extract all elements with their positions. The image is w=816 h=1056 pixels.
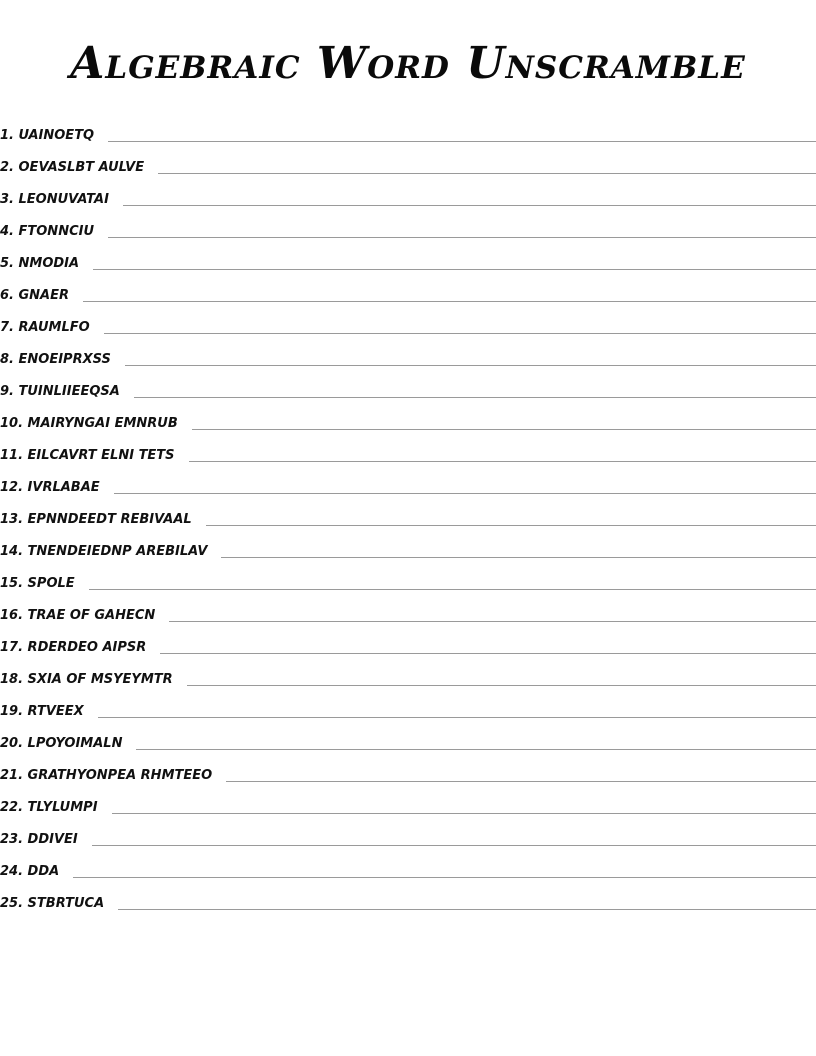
list-item bbox=[0, 560, 816, 592]
answer-line[interactable] bbox=[89, 588, 816, 590]
list-item bbox=[0, 496, 816, 528]
scrambled-word: 13. EPNNDEEDT REBIVAAL bbox=[0, 512, 192, 527]
list-item bbox=[0, 432, 816, 464]
scrambled-word: 12. IVRLABAE bbox=[0, 480, 100, 495]
list-item bbox=[0, 464, 816, 496]
scrambled-word: 1. UAINOETQ bbox=[0, 128, 95, 143]
list-item bbox=[0, 592, 816, 624]
scrambled-word: 8. ENOEIPRXSS bbox=[0, 352, 111, 367]
list-item bbox=[0, 752, 816, 784]
answer-line[interactable] bbox=[108, 236, 816, 238]
scrambled-word: 22. TLYLUMPI bbox=[0, 800, 98, 815]
scrambled-word: 20. LPOYOIMALN bbox=[0, 736, 123, 751]
answer-line[interactable] bbox=[189, 460, 816, 462]
scrambled-word: 6. GNAER bbox=[0, 288, 70, 303]
answer-line[interactable] bbox=[226, 780, 816, 782]
scrambled-word: 7. RAUMLFO bbox=[0, 320, 90, 335]
answer-line[interactable] bbox=[192, 428, 816, 430]
answer-line[interactable] bbox=[221, 556, 816, 558]
answer-line[interactable] bbox=[93, 268, 816, 270]
scrambled-word: 17. RDERDEO AIPSR bbox=[0, 640, 147, 655]
answer-line[interactable] bbox=[108, 140, 816, 142]
answer-line[interactable] bbox=[206, 524, 816, 526]
word-list bbox=[0, 112, 816, 912]
answer-line[interactable] bbox=[134, 396, 816, 398]
list-item bbox=[0, 336, 816, 368]
list-item bbox=[0, 112, 816, 144]
scrambled-word: 3. LEONUVATAI bbox=[0, 192, 109, 207]
answer-line[interactable] bbox=[160, 652, 816, 654]
answer-line[interactable] bbox=[112, 812, 816, 814]
scrambled-word: 5. NMODIA bbox=[0, 256, 80, 271]
answer-line[interactable] bbox=[73, 876, 816, 878]
list-item bbox=[0, 848, 816, 880]
list-item bbox=[0, 400, 816, 432]
scrambled-word: 23. DDIVEI bbox=[0, 832, 78, 847]
list-item bbox=[0, 240, 816, 272]
list-item bbox=[0, 272, 816, 304]
answer-line[interactable] bbox=[123, 204, 816, 206]
answer-line[interactable] bbox=[158, 172, 816, 174]
list-item bbox=[0, 176, 816, 208]
list-item bbox=[0, 656, 816, 688]
scrambled-word: 19. RTVEEX bbox=[0, 704, 84, 719]
list-item bbox=[0, 208, 816, 240]
answer-line[interactable] bbox=[187, 684, 816, 686]
scrambled-word: 9. TUINLIIEEQSA bbox=[0, 384, 120, 399]
list-item bbox=[0, 720, 816, 752]
list-item bbox=[0, 528, 816, 560]
list-item bbox=[0, 688, 816, 720]
answer-line[interactable] bbox=[114, 492, 816, 494]
scrambled-word: 24. DDA bbox=[0, 864, 60, 879]
list-item bbox=[0, 816, 816, 848]
scrambled-word: 4. FTONNCIU bbox=[0, 224, 95, 239]
list-item bbox=[0, 368, 816, 400]
answer-line[interactable] bbox=[92, 844, 816, 846]
answer-line[interactable] bbox=[83, 300, 816, 302]
answer-line[interactable] bbox=[125, 364, 816, 366]
answer-line[interactable] bbox=[118, 908, 816, 910]
scrambled-word: 16. TRAE OF GAHECN bbox=[0, 608, 156, 623]
scrambled-word: 14. TNENDEIEDNP AREBILAV bbox=[0, 544, 208, 559]
list-item bbox=[0, 880, 816, 912]
list-item bbox=[0, 144, 816, 176]
scrambled-word: 21. GRATHYONPEA RHMTEEO bbox=[0, 768, 213, 783]
scrambled-word: 25. STBRTUCA bbox=[0, 896, 105, 911]
scrambled-word: 15. SPOLE bbox=[0, 576, 75, 591]
scrambled-word: 11. EILCAVRT ELNI TETS bbox=[0, 448, 175, 463]
answer-line[interactable] bbox=[98, 716, 816, 718]
scrambled-word: 10. MAIRYNGAI EMNRUB bbox=[0, 416, 178, 431]
scrambled-word: 18. SXIA OF MSYEYMTR bbox=[0, 672, 173, 687]
page-title: Algebraic Word Unscramble bbox=[70, 38, 746, 89]
scrambled-word: 2. OEVASLBT AULVE bbox=[0, 160, 145, 175]
list-item bbox=[0, 304, 816, 336]
answer-line[interactable] bbox=[104, 332, 816, 334]
list-item bbox=[0, 784, 816, 816]
answer-line[interactable] bbox=[169, 620, 816, 622]
list-item bbox=[0, 624, 816, 656]
answer-line[interactable] bbox=[136, 748, 816, 750]
